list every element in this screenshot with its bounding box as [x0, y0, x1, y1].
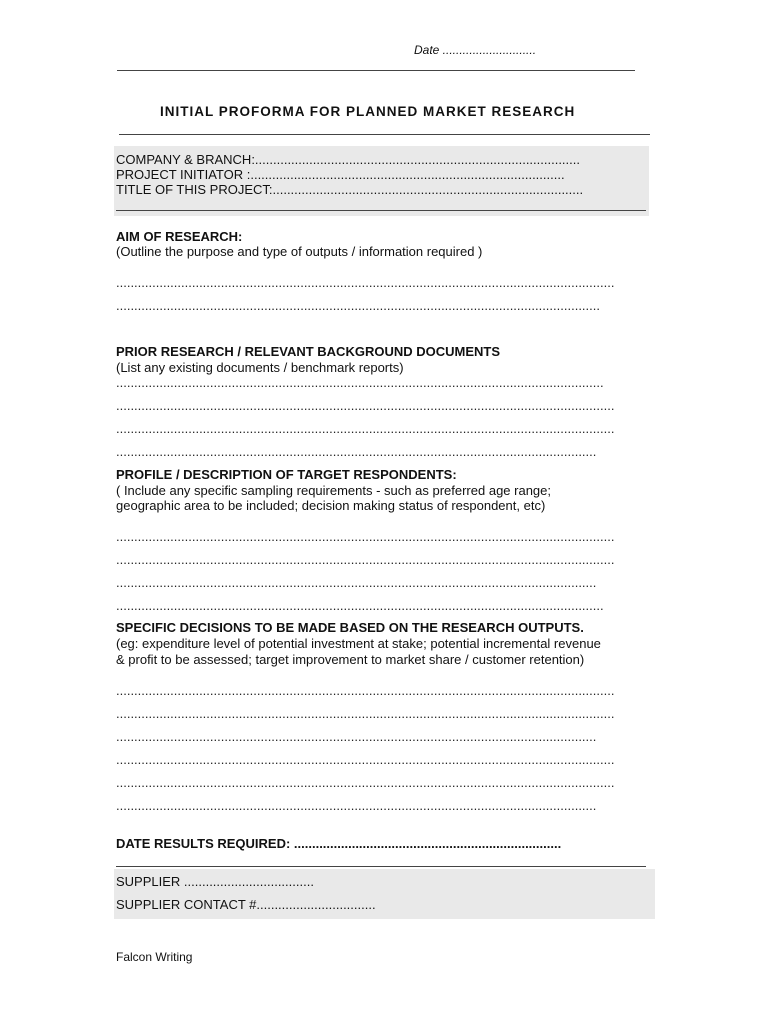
decisions-line: ..........................................................................................................................................: [116, 776, 615, 790]
supplier-contact-field: SUPPLIER CONTACT #.................................: [116, 897, 376, 912]
prior-research-heading: PRIOR RESEARCH / RELEVANT BACKGROUND DOCUMENTS: [116, 344, 500, 359]
page-title: INITIAL PROFORMA FOR PLANNED MARKET RESEARCH: [160, 104, 576, 119]
results-divider: [116, 866, 646, 867]
supplier-field: SUPPLIER ....................................: [116, 874, 314, 889]
prior-research-line: ..........................................................................................................................................: [116, 399, 615, 413]
aim-line: ......................................................................................................................................: [116, 299, 600, 313]
company-branch-field: COMPANY & BRANCH:..........................................................................................: [116, 152, 580, 167]
decisions-line: ..........................................................................................................................................: [116, 707, 615, 721]
profile-heading: PROFILE / DESCRIPTION OF TARGET RESPONDENTS:: [116, 467, 457, 482]
header-divider: [117, 70, 635, 71]
date-results-required: DATE RESULTS REQUIRED: ..........................................................................: [116, 836, 562, 851]
footer-text: Falcon Writing: [116, 950, 193, 964]
aim-line: ..........................................................................................................................................: [116, 276, 615, 290]
company-box-divider: [116, 210, 646, 211]
aim-heading: AIM OF RESEARCH:: [116, 229, 243, 244]
project-title-field: TITLE OF THIS PROJECT:......................................................................................: [116, 182, 584, 197]
prior-research-line: .....................................................................................................................................: [116, 445, 597, 459]
prior-research-line: ..........................................................................................................................................: [116, 422, 615, 436]
decisions-line: ..........................................................................................................................................: [116, 753, 615, 767]
decisions-note-1: (eg: expenditure level of potential investment at stake; potential incremental revenue: [116, 636, 601, 651]
decisions-line: ..........................................................................................................................................: [116, 684, 615, 698]
decisions-heading: SPECIFIC DECISIONS TO BE MADE BASED ON THE RESEARCH OUTPUTS.: [116, 620, 584, 635]
prior-research-line: .......................................................................................................................................: [116, 376, 604, 390]
project-initiator-field: PROJECT INITIATOR :.......................................................................................: [116, 167, 565, 182]
profile-line: .......................................................................................................................................: [116, 599, 604, 613]
prior-research-note: (List any existing documents / benchmark reports): [116, 360, 404, 375]
decisions-note-2: & profit to be assessed; target improvement to market share / customer retention): [116, 652, 585, 667]
profile-note-2: geographic area to be included; decision making status of respondent, etc): [116, 498, 546, 513]
profile-note-1: ( Include any specific sampling requirements - such as preferred age range;: [116, 483, 551, 498]
profile-line: ..........................................................................................................................................: [116, 553, 615, 567]
aim-note: (Outline the purpose and type of outputs / information required ): [116, 244, 483, 259]
decisions-line: .....................................................................................................................................: [116, 730, 597, 744]
decisions-line: .....................................................................................................................................: [116, 799, 597, 813]
profile-line: .....................................................................................................................................: [116, 576, 597, 590]
date-field: Date ............................: [414, 43, 537, 57]
title-divider: [119, 134, 650, 135]
profile-line: ..........................................................................................................................................: [116, 530, 615, 544]
